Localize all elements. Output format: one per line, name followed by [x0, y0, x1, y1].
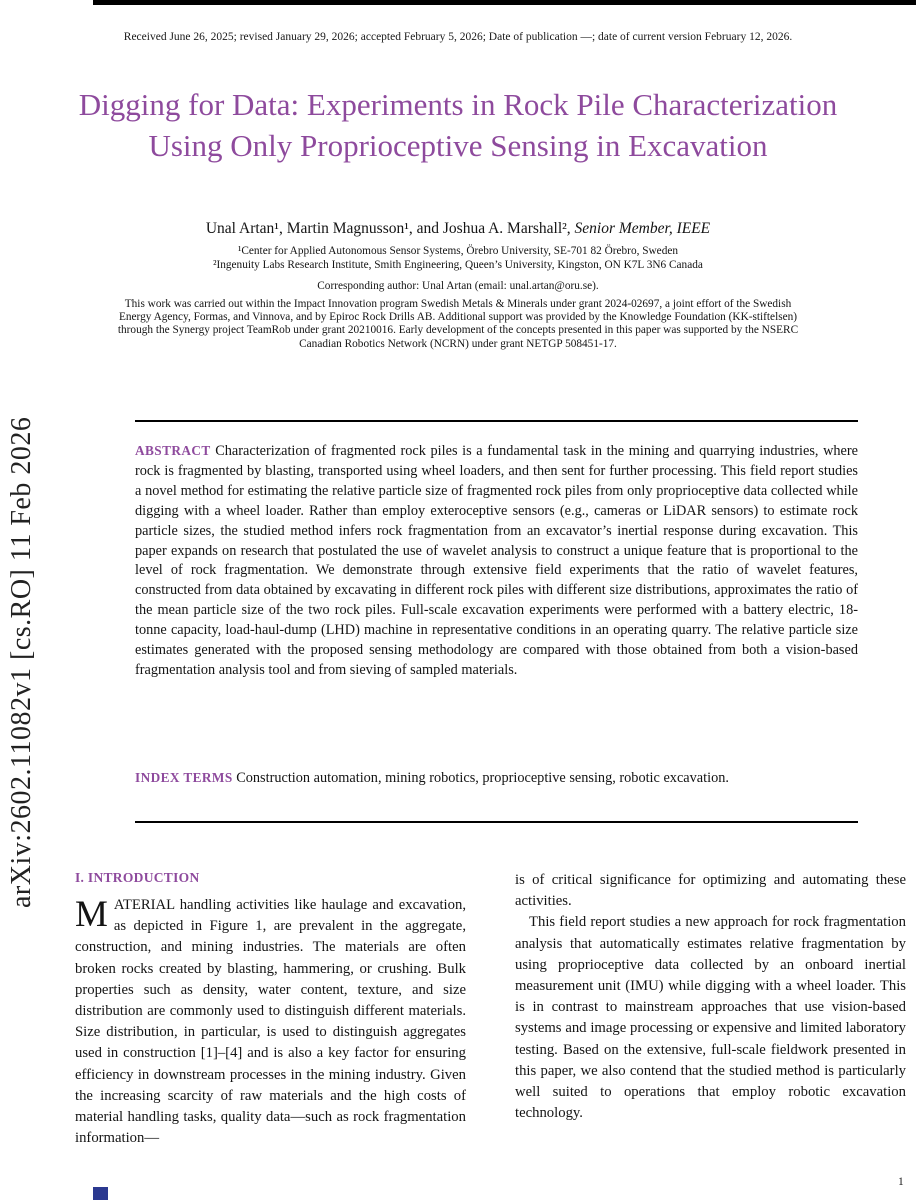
affiliation-2: ²Ingenuity Labs Research Institute, Smith Engineering, Queen’s University, Kingston, ON K7L 3N6 Canada	[213, 258, 703, 271]
index-terms-text: Construction automation, mining robotics, proprioceptive sensing, robotic excavation.	[232, 770, 729, 786]
funding-note: This work was carried out within the Impact Innovation program Swedish Metals & Minerals under grant 2024-02697, a joint effort of the Swedish Energy Agency, Formas, and Vinnova, and by Epiroc Rock Drills AB. Additional support was provided by the Knowledge Foundation (KK-stiftelsen) through the Synergy project TeamRob under grant 20210016. Early development of the concepts presented in this paper was supported by the NSERC Canadian Robotics Network (NCRN) under grant NETGP 508451-17.	[117, 298, 799, 350]
author-membership: Senior Member, IEEE	[574, 220, 711, 237]
index-terms-label: INDEX TERMS	[135, 770, 233, 785]
intro-paragraph-1-text: handling activities like haulage and excavation, as depicted in Figure 1, are prevalent in the aggregate, construction, and mining industries. The materials are often broken rocks created by blasting, hammering, or crushing. Bulk properties such as density, water content, texture, and size distribution are commonly used to distinguish different materials. Size distribution, in particular, is used to distinguish aggregates used in construction [1]–[4] and is also a key factor for ensuring efficiency in downstream processes in the mining industry. Given the increasing scarcity of raw materials and the high costs of material handling tasks, quality data—such as rock fragmentation information—	[75, 897, 466, 1147]
corresponding-author: Corresponding author: Unal Artan (email: unal.artan@oru.se).	[317, 280, 599, 292]
left-column	[75, 870, 466, 1149]
right-column	[515, 870, 906, 1149]
footer-accent-bar	[93, 1187, 108, 1200]
intro-paragraph-1	[75, 895, 466, 1149]
intro-paragraph-3: This field report studies a new approach for rock fragmentation analysis that automatically estimates relative fragmentation by using proprioceptive data collected by an onboard inertial measurement unit (IMU) while digging with a wheel loader. This is in contrast to mainstream approaches that use vision-based systems and image processing or expensive and limited laboratory testing. Based on the extensive, full-scale fieldwork presented in this paper, we also contend that the studied method is particularly well suited to operations that employ robotic excavation technology.	[515, 914, 906, 1122]
index-terms	[135, 768, 858, 789]
abstract	[135, 441, 858, 681]
affiliation-1: ¹Center for Applied Autonomous Sensor Systems, Örebro University, SE-701 82 Örebro, Sweden	[237, 245, 679, 257]
dropcap-letter: M	[75, 894, 108, 935]
abstract-label: ABSTRACT	[135, 443, 211, 458]
intro-lead-word: ATERIAL	[113, 897, 175, 913]
abstract-text: Characterization of fragmented rock piles is a fundamental task in the mining and quarrying industries, where rock is fragmented by blasting, transported using wheel loaders, and then sent for further processing. This field report studies a novel method for estimating the relative particle size of fragmented rock piles from only proprioceptive data collected while digging with a wheel loader. Rather than employ exteroceptive sensors (e.g., cameras or LiDAR sensors) to estimate rock particle sizes, the studied method infers rock fragmentation from an excavator’s inertial response during excavation. This paper expands on research that postulated the use of wavelet analysis to construct a unique feature that is proportional to the level of rock fragmentation. We demonstrate through extensive field experiments that the ratio of wavelet features, constructed from data obtained by excavating in different rock piles with different size distributions, approximates the ratio of the mean particle size of the two rock piles. Full-scale excavation experiments were performed with a battery electric, 18-tonne capacity, load-haul-dump (LHD) machine in representative conditions in an operating quarry. The relative particle size estimates generated with the proposed sensing methodology are compared with those obtained from both a vision-based fragmentation analysis tool and from sieving of sampled materials.	[135, 443, 858, 678]
paper-title: Digging for Data: Experiments in Rock Pile Characterization Using Only Proprioceptive Sensing in Excavation	[78, 87, 838, 163]
section-heading-introduction: I. INTRODUCTION	[75, 870, 200, 885]
header-rule	[93, 0, 916, 5]
page-number: 1	[898, 1176, 904, 1188]
received-dates: Received June 26, 2025; revised January 29, 2026; accepted February 5, 2026; Date of publication —; date of current version February 12, 2026.	[123, 31, 793, 43]
abstract-rule-top	[135, 420, 858, 422]
abstract-rule-bottom	[135, 821, 858, 823]
intro-paragraph-2: is of critical significance for optimizing and automating these activities.	[515, 872, 906, 910]
arxiv-watermark: arXiv:2602.11082v1 [cs.RO] 11 Feb 2026	[6, 416, 37, 908]
author-names: Unal Artan¹, Martin Magnusson¹, and Joshua A. Marshall²,	[205, 220, 575, 237]
authors-line	[78, 219, 838, 238]
affiliations	[78, 245, 838, 272]
body-columns	[75, 870, 906, 1149]
